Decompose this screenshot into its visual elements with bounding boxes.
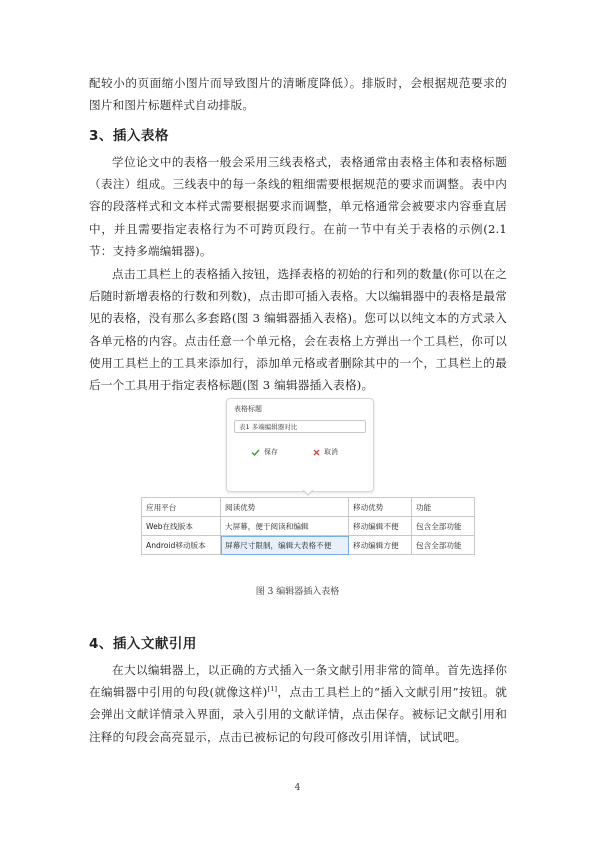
popup-pointer-inner — [303, 489, 313, 494]
table-cell[interactable]: 包含全部功能 — [412, 517, 475, 536]
table-cell[interactable]: 大屏幕，便于阅读和编辑 — [221, 517, 349, 536]
table-cell[interactable]: 功能 — [412, 498, 475, 517]
table-title-input[interactable]: 表1 多端编辑器对比 — [234, 420, 366, 433]
cancel-button[interactable] — [313, 447, 338, 457]
table-cell[interactable]: Web在线版本 — [142, 517, 221, 536]
save-button-label: 保存 — [264, 448, 278, 456]
paragraph-tables-howto: 点击工具栏上的表格插入按钮，选择表格的初始的行和列的数量(你可以在之后随时新增表格的行数和列数)，点击即可插入表格。大以编辑器中的表格是最常见的表格，没有那么多套路(图 3 编辑器插入表格)。您可以以纯文本的方式录入各单元格的内容。点击任意一个单元格，会在表格上方弹出一个工具栏，你可以使用工具栏上的工具来添加行，添加单元格或者删除其中的一个，工具栏上的最后一个工具用于指定表格标题(图 3 编辑器插入表格)。 — [89, 267, 507, 393]
citation-text-a: 在大以编辑器上，以正确的方式插入一条文献引用非常的简单。首先选择你在编辑器中引用的句段(就像这样) — [89, 663, 507, 700]
close-icon — [313, 449, 320, 456]
citation-text-b: ，点击工具栏上的“插入文献引用”按钮。就会弹出文献详情录入界面，录入引用的文献详情，点击保存。被标记文献引用和注释的句段会高亮显示，点击已被标记的句段可修改引用详情，试试吧。 — [89, 685, 507, 744]
table-title-popup — [226, 398, 374, 492]
editor-comparison-table — [141, 497, 475, 555]
table-cell[interactable]: Android移动版本 — [142, 536, 221, 555]
figure-caption: 图 3 编辑器插入表格 — [255, 587, 340, 597]
table-row — [142, 498, 475, 517]
paragraph-continued: 配较小的页面缩小图片而导致图片的清晰度降低）。排版时，会根据规范要求的图片和图片标题样式自动排版。 — [89, 76, 507, 113]
section-heading-citations — [89, 632, 197, 652]
table-cell[interactable]: 移动编辑方便 — [349, 536, 412, 555]
cancel-button-label: 取消 — [324, 448, 338, 456]
table-cell[interactable]: 移动优势 — [349, 498, 412, 517]
table-cell[interactable]: 包含全部功能 — [412, 536, 475, 555]
paragraph-citations — [89, 659, 507, 748]
table-cell-selected[interactable]: 屏幕尺寸限制，编辑大表格不便 — [221, 536, 349, 555]
section-heading-citations-text: 4、插入文献引用 — [89, 636, 197, 652]
popup-label: 表格标题 — [234, 405, 262, 413]
check-icon — [251, 449, 260, 456]
table-row — [142, 517, 475, 536]
section-heading-tables: 3、插入表格 — [89, 128, 169, 144]
table-cell[interactable]: 移动编辑不便 — [349, 517, 412, 536]
save-button[interactable] — [251, 447, 278, 457]
page-number: 4 — [294, 783, 301, 793]
table-cell[interactable]: 阅读优势 — [221, 498, 349, 517]
paragraph-tables-intro: 学位论文中的表格一般会采用三线表格式，表格通常由表格主体和表格标题（表注）组成。三线表中的每一条线的粗细需要根据规范的要求而调整。表中内容的段落样式和文本样式需要根据要求而调整，单元格通常会被要求内容垂直居中，并且需要指定表格行为不可跨页段行。在前一节中有关于表格的示例(2.1 节：支持多端编辑器)。 — [89, 155, 507, 258]
table-cell[interactable]: 应用平台 — [142, 498, 221, 517]
citation-marker[interactable]: [1] — [267, 685, 278, 694]
table-row — [142, 536, 475, 555]
